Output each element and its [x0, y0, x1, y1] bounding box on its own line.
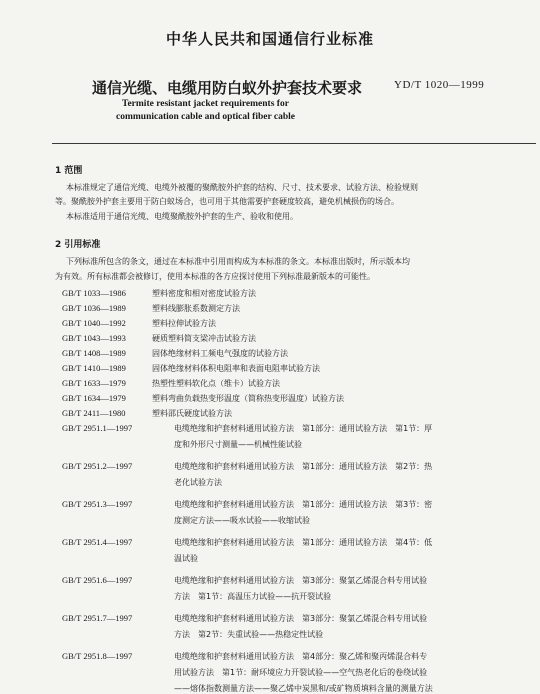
reference-title: 塑料拉伸试验方法	[152, 319, 216, 328]
reference-title: 电缆绝缘和护套材料通用试验方法 第1部分：通用试验方法 第2节：热	[174, 462, 433, 471]
reference-title: 电缆绝缘和护套材料通用试验方法 第3部分：聚氯乙烯混合料专用试验	[174, 614, 428, 623]
reference-title: ——熔体指数测量方法——聚乙烯中炭黑和/或矿物质填料含量的测量方法	[174, 684, 433, 693]
reference-code: GB/T 1408—1989	[62, 348, 126, 358]
industry-standard-title: 中华人民共和国通信行业标准	[165, 30, 374, 48]
reference-title: 度测定方法——吸水试验——收缩试验	[174, 516, 310, 525]
reference-code: GB/T 2951.3—1997	[62, 499, 133, 509]
reference-code: GB/T 1633—1979	[62, 378, 126, 388]
reference-title: 电缆绝缘和护套材料通用试验方法 第1部分：通用试验方法 第3节：密	[174, 500, 433, 509]
reference-title: 塑料线膨胀系数测定方法	[152, 304, 240, 313]
reference-code: GB/T 2951.7—1997	[62, 613, 133, 623]
reference-code: GB/T 2411—1980	[62, 408, 126, 418]
reference-title: 热塑性塑料软化点（维卡）试验方法	[152, 379, 280, 388]
section-1-heading: 1 范围	[55, 166, 83, 176]
reference-title: 塑料密度和相对密度试验方法	[152, 289, 256, 298]
standard-code: YD/T 1020—1999	[394, 79, 485, 91]
reference-title: 度和外形尺寸测量——机械性能试验	[174, 440, 302, 449]
reference-title: 电缆绝缘和护套材料通用试验方法 第1部分：通用试验方法 第1节：厚	[174, 424, 433, 433]
section-2-intro-line2: 为有效。所有标准都会被修订，使用本标准的各方应探讨使用下列标准最新版本的可能性。	[55, 272, 375, 281]
reference-title: 固体绝缘材料体积电阻率和表面电阻率试验方法	[152, 364, 320, 373]
reference-code: GB/T 1634—1979	[62, 393, 126, 403]
section-1-para1-line2: 等。聚酰胺外护套主要用于防白蚁场合，也可用于其他需要护套硬度较高，避免机械损伤的场合。	[55, 197, 399, 206]
section-1-para1-line1: 本标准规定了通信光缆、电缆外被覆的聚酰胺外护套的结构、尺寸、技术要求、试验方法、检验规则	[66, 183, 418, 192]
reference-code: GB/T 1036—1989	[62, 303, 126, 313]
reference-title: 温试验	[174, 554, 198, 563]
reference-code: GB/T 1040—1992	[62, 318, 126, 328]
reference-title: 用试验方法 第1节：耐环境应力开裂试验——空气热老化后的卷绕试验	[174, 668, 428, 677]
reference-title: 电缆绝缘和护套材料通用试验方法 第1部分：通用试验方法 第4节：低	[174, 538, 433, 547]
reference-title: 方法 第1节：高温压力试验——抗开裂试验	[174, 592, 332, 601]
document-title-en-line2: communication cable and optical fiber cable	[116, 112, 295, 122]
reference-code: GB/T 2951.2—1997	[62, 461, 133, 471]
document-title-zh: 通信光缆、电缆用防白蚁外护套技术要求	[92, 79, 363, 97]
header-divider	[52, 143, 536, 144]
reference-title: 塑料邵氏硬度试验方法	[152, 409, 232, 418]
reference-title: 塑料弯曲负载热变形温度（简称热变形温度）试验方法	[152, 394, 344, 403]
reference-code: GB/T 1043—1993	[62, 333, 126, 343]
section-2-intro-line1: 下列标准所包含的条文，通过在本标准中引用而构成为本标准的条文。本标准出版时，所示版本均	[66, 257, 410, 266]
reference-code: GB/T 2951.1—1997	[62, 423, 133, 433]
reference-title: 电缆绝缘和护套材料通用试验方法 第3部分：聚氯乙烯混合料专用试验	[174, 576, 428, 585]
reference-code: GB/T 2951.6—1997	[62, 575, 133, 585]
reference-code: GB/T 2951.4—1997	[62, 537, 133, 547]
reference-title: 老化试验方法	[174, 478, 222, 487]
reference-title: 方法 第2节：失重试验——热稳定性试验	[174, 630, 324, 639]
reference-code: GB/T 2951.8—1997	[62, 651, 133, 661]
reference-code: GB/T 1033—1986	[62, 288, 126, 298]
reference-title: 硬质塑料简支梁冲击试验方法	[152, 334, 256, 343]
reference-title: 固体绝缘材料工频电气强度的试验方法	[152, 349, 288, 358]
reference-title: 电缆绝缘和护套材料通用试验方法 第4部分：聚乙烯和聚丙烯混合料专	[174, 652, 428, 661]
document-title-en-line1: Termite resistant jacket requirements for	[122, 99, 289, 109]
section-2-heading: 2 引用标准	[55, 240, 101, 250]
reference-code: GB/T 1410—1989	[62, 363, 126, 373]
section-1-para2: 本标准适用于通信光缆、电缆聚酰胺外护套的生产、验收和使用。	[66, 212, 298, 221]
